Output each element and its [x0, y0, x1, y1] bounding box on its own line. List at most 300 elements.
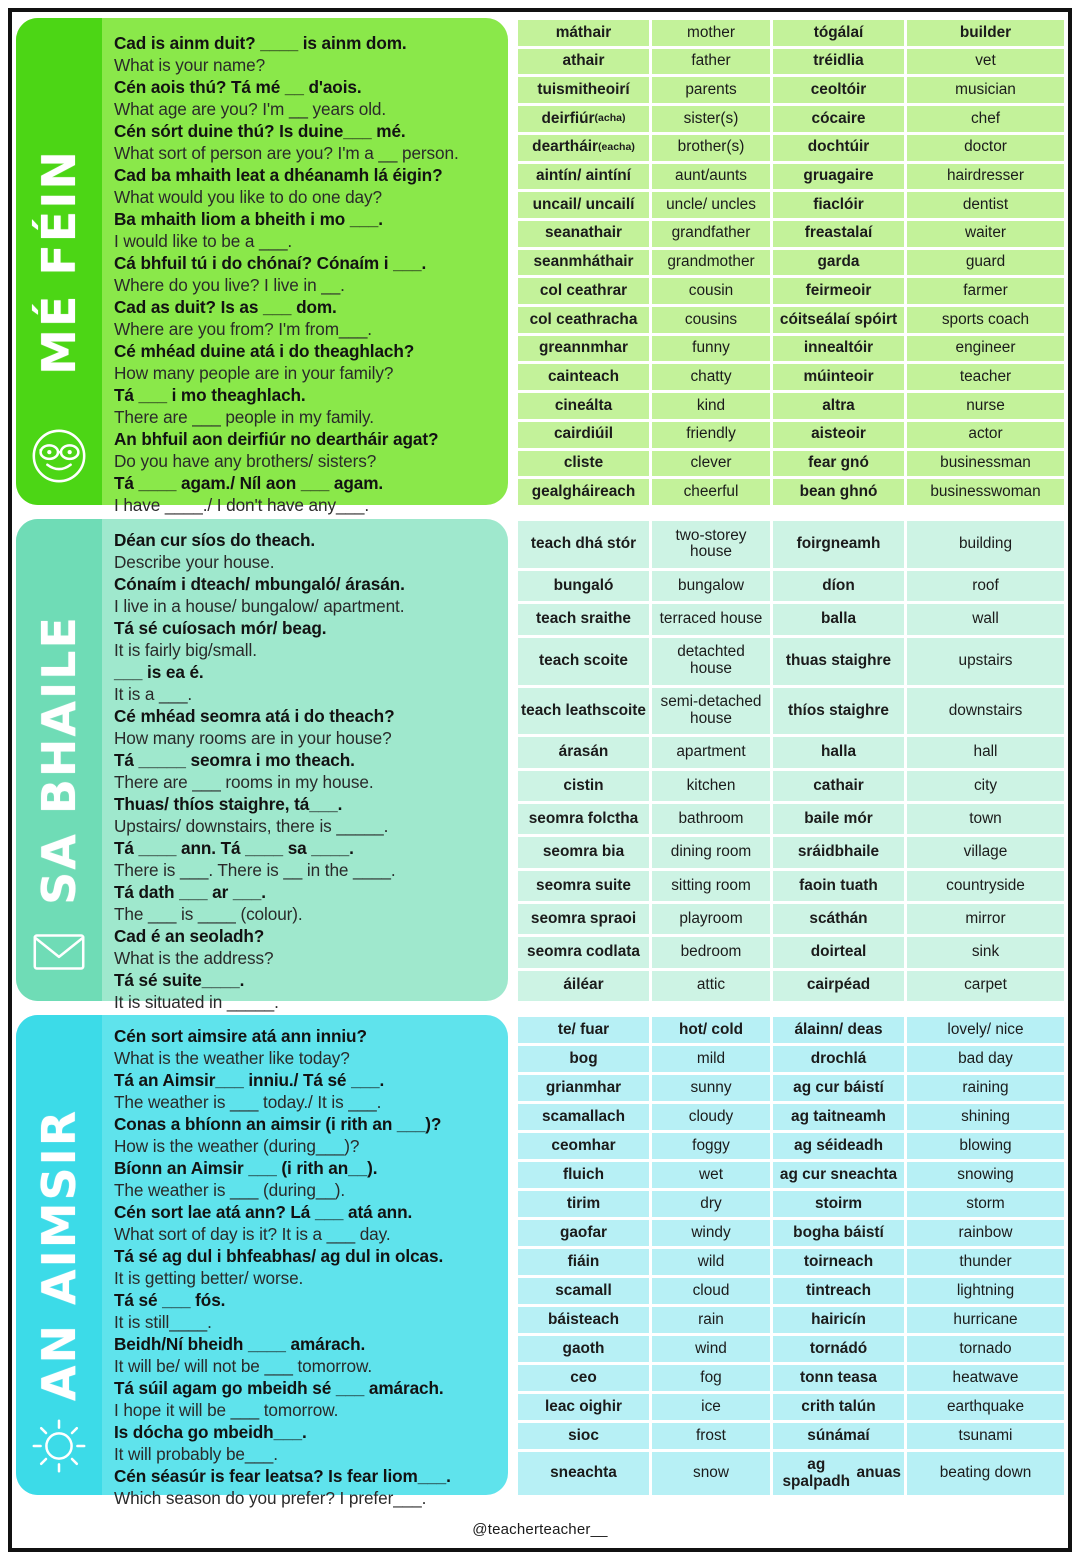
vocab-table [518, 1015, 1064, 1495]
vocab-irish-term: col ceathracha [518, 307, 649, 333]
phrase-english: Upstairs/ downstairs, there is _____. [114, 816, 389, 837]
vocab-irish-term: aisteoir [773, 422, 904, 448]
vocab-english-term: foggy [652, 1133, 770, 1159]
sun-icon [28, 1415, 90, 1477]
phrase-irish: Cén sort lae atá ann? Lá ___ atá ann. [114, 1202, 413, 1223]
vocab-english-term: father [652, 49, 770, 75]
vocab-english-term: mother [652, 20, 770, 46]
vocab-irish-term: seomra suite [518, 871, 649, 901]
vocab-irish-term: ceo [518, 1365, 649, 1391]
vocab-english-term: earthquake [907, 1394, 1064, 1420]
vocab-english-term: raining [907, 1075, 1064, 1101]
vocab-english-term: mirror [907, 904, 1064, 934]
vocab-english-term: guard [907, 250, 1064, 276]
vocab-english-term: ice [652, 1394, 770, 1420]
vocab-irish-term: athair [518, 49, 649, 75]
vocab-english-term: attic [652, 971, 770, 1001]
phrase-english: There are ___ rooms in my house. [114, 772, 374, 793]
vocab-english-term: dry [652, 1191, 770, 1217]
vocab-irish-term: tirim [518, 1191, 649, 1217]
vocab-english-term: bedroom [652, 937, 770, 967]
vocab-irish-term: freastalaí [773, 221, 904, 247]
phrase-english: The weather is ___ (during__). [114, 1180, 346, 1201]
vocab-english-term: carpet [907, 971, 1064, 1001]
vocab-english-term: chef [907, 106, 1064, 132]
vocab-english-term: two-storey house [652, 521, 770, 568]
vocab-english-term: parents [652, 77, 770, 103]
vocab-row [518, 1278, 1064, 1304]
phrase-english: Do you have any brothers/ sisters? [114, 451, 377, 472]
phrase-english: I hope it will be ___ tomorrow. [114, 1400, 339, 1421]
phrase-irish: Cad is ainm duit? ____ is ainm dom. [114, 33, 407, 53]
phrase-english: It is still____. [114, 1312, 212, 1333]
vocab-irish-term: crith talún [773, 1394, 904, 1420]
vocab-irish-term: sneachta [518, 1452, 649, 1495]
vocab-irish-term: hairicín [773, 1307, 904, 1333]
vocab-irish-term: deartháir (eacha) [518, 135, 649, 161]
vocab-irish-term: tógálaí [773, 20, 904, 46]
phrase-panel [16, 18, 508, 516]
section-sa-bhaile [16, 519, 1064, 1013]
vocab-row [518, 804, 1064, 834]
phrase-irish: An bhfuil aon deirfiúr no deartháir agat? [114, 429, 439, 450]
vocab-row [518, 1046, 1064, 1072]
vocab-row [518, 364, 1064, 390]
vocab-irish-term: gaoth [518, 1336, 649, 1362]
phrase-irish: Tá ____ agam./ Níl aon ___ agam. [114, 473, 384, 494]
vocab-irish-term: múinteoir [773, 364, 904, 390]
vocab-english-term: sink [907, 937, 1064, 967]
vocab-english-term: snowing [907, 1162, 1064, 1188]
vocab-irish-term: scáthán [773, 904, 904, 934]
vocab-english-term: hot/ cold [652, 1017, 770, 1043]
vocab-english-term: actor [907, 422, 1064, 448]
vocab-english-term: downstairs [907, 688, 1064, 735]
vocab-english-term: tornado [907, 1336, 1064, 1362]
phrase-irish: Cá bhfuil tú i do chónaí? Cónaím i ___. [114, 253, 427, 274]
vocab-irish-term: seomra bia [518, 837, 649, 867]
vocab-irish-term: teach dhá stór [518, 521, 649, 568]
vocab-row [518, 49, 1064, 75]
vocab-row [518, 638, 1064, 685]
vocab-row [518, 1452, 1064, 1495]
vocab-irish-term: innealtóir [773, 336, 904, 362]
phrase-english: What is the weather like today? [114, 1048, 350, 1069]
vocab-row [518, 278, 1064, 304]
phrase-irish: Tá an Aimsir___ inniu./ Tá sé ___. [114, 1070, 385, 1091]
vocab-irish-term: dochtúir [773, 135, 904, 161]
vocab-english-term: cousin [652, 278, 770, 304]
vocab-row [518, 1162, 1064, 1188]
phrase-irish: Tá súil agam go mbeidh sé ___ amárach. [114, 1378, 444, 1399]
vocab-english-term: frost [652, 1423, 770, 1449]
envelope-icon [28, 921, 90, 983]
vocab-irish-term: gruagaire [773, 164, 904, 190]
vocab-irish-term: halla [773, 737, 904, 767]
smiley-glasses-icon [28, 425, 90, 487]
phrase-english: There is ___. There is __ in the ____. [114, 860, 396, 881]
vocab-irish-term: ag séideadh [773, 1133, 904, 1159]
vocab-english-term: grandmother [652, 250, 770, 276]
vocab-english-term: lightning [907, 1278, 1064, 1304]
vocab-irish-term: fear gnó [773, 451, 904, 477]
vocab-irish-term: díon [773, 571, 904, 601]
vocab-row [518, 1075, 1064, 1101]
phrase-english: Where do you live? I live in __. [114, 275, 345, 296]
vocab-irish-term: greannmhar [518, 336, 649, 362]
phrase-irish: Tá ___ i mo theaghlach. [114, 385, 306, 406]
vocab-english-term: bungalow [652, 571, 770, 601]
vocab-english-term: wall [907, 604, 1064, 634]
vocab-row [518, 937, 1064, 967]
phrase-english: What is the address? [114, 948, 274, 969]
phrase-english: There are ___ people in my family. [114, 407, 374, 428]
vocab-irish-term: seomra folctha [518, 804, 649, 834]
vocab-row [518, 479, 1064, 505]
phrase-english: It is fairly big/small. [114, 640, 257, 661]
vocab-irish-term: seomra spraoi [518, 904, 649, 934]
vocab-irish-term: teach leathscoite [518, 688, 649, 735]
phrase-irish: Tá _____ seomra i mo theach. [114, 750, 355, 771]
vocab-row [518, 135, 1064, 161]
vocab-english-term: friendly [652, 422, 770, 448]
phrase-irish: Conas a bhíonn an aimsir (i rith an ___)? [114, 1114, 442, 1135]
vocab-english-term: bad day [907, 1046, 1064, 1072]
phrase-irish: Déan cur síos do theach. [114, 530, 316, 550]
vocab-english-term: sports coach [907, 307, 1064, 333]
vocab-english-term: fog [652, 1365, 770, 1391]
vocab-row [518, 1191, 1064, 1217]
phrase-english: Where are you from? I'm from___. [114, 319, 372, 340]
phrase-english: What age are you? I'm __ years old. [114, 99, 387, 120]
phrase-english: It will be/ will not be ___ tomorrow. [114, 1356, 373, 1377]
vocab-row [518, 1365, 1064, 1391]
vocab-row [518, 571, 1064, 601]
section-me-fein [16, 18, 1064, 516]
vocab-irish-term: fiaclóir [773, 192, 904, 218]
phrase-english: It will probably be___. [114, 1444, 278, 1465]
phrase-irish: Tá dath ___ ar ___. [114, 882, 266, 903]
vocab-irish-term: ag spalpadh anuas [773, 1452, 904, 1495]
vocab-english-term: town [907, 804, 1064, 834]
phrase-english: The weather is ___ today./ It is ___. [114, 1092, 382, 1113]
vocab-english-term: chatty [652, 364, 770, 390]
vocab-english-term: sister(s) [652, 106, 770, 132]
vocab-row [518, 1307, 1064, 1333]
vocab-english-term: semi-detached house [652, 688, 770, 735]
vocab-irish-term: altra [773, 393, 904, 419]
vocab-irish-term: toirneach [773, 1249, 904, 1275]
vocab-irish-term: baile mór [773, 804, 904, 834]
phrase-irish: Is dócha go mbeidh___. [114, 1422, 307, 1443]
phrase-irish: Cé mhéad duine atá i do theaghlach? [114, 341, 415, 362]
vocab-irish-term: tuismitheoirí [518, 77, 649, 103]
vocab-english-term: kitchen [652, 771, 770, 801]
vocab-row [518, 1017, 1064, 1043]
vocab-irish-term: teach sraithe [518, 604, 649, 634]
phrase-english: How many people are in your family? [114, 363, 394, 384]
vocab-english-term: terraced house [652, 604, 770, 634]
vocab-irish-term: cócaire [773, 106, 904, 132]
vocab-english-term: tsunami [907, 1423, 1064, 1449]
vocab-english-term: clever [652, 451, 770, 477]
vocab-row [518, 106, 1064, 132]
vocab-table [518, 18, 1064, 505]
phrase-irish: Cad ba mhaith leat a dhéanamh lá éigin? [114, 165, 443, 186]
vocab-irish-term: ag cur sneachta [773, 1162, 904, 1188]
vocab-irish-term: leac oighir [518, 1394, 649, 1420]
phrase-irish: Beidh/Ní bheidh ____ amárach. [114, 1334, 366, 1355]
vocab-english-term: shining [907, 1104, 1064, 1130]
vocab-irish-term: grianmhar [518, 1075, 649, 1101]
phrase-irish: Ba mhaith liom a bheith i mo ___. [114, 209, 383, 230]
vocab-english-term: dining room [652, 837, 770, 867]
phrase-irish: Cén aois thú? Tá mé __ d'aois. [114, 77, 362, 98]
vocab-english-term: cheerful [652, 479, 770, 505]
vocab-irish-term: cliste [518, 451, 649, 477]
phrase-list [102, 519, 508, 1013]
vocab-irish-term: cathair [773, 771, 904, 801]
vocab-english-term: wet [652, 1162, 770, 1188]
vocab-irish-term: bog [518, 1046, 649, 1072]
vocab-row [518, 1249, 1064, 1275]
vocab-english-term: building [907, 521, 1064, 568]
vocab-english-term: village [907, 837, 1064, 867]
vocab-irish-term: ag taitneamh [773, 1104, 904, 1130]
vocab-english-term: engineer [907, 336, 1064, 362]
vocab-irish-term: tintreach [773, 1278, 904, 1304]
vocab-irish-term: bean ghnó [773, 479, 904, 505]
vocab-irish-term: ceoltóir [773, 77, 904, 103]
vocab-row [518, 971, 1064, 1001]
vocab-english-term: heatwave [907, 1365, 1064, 1391]
vocab-row [518, 737, 1064, 767]
vocab-english-term: mild [652, 1046, 770, 1072]
vocab-irish-term: cóitseálaí spóirt [773, 307, 904, 333]
vocab-english-term: businessman [907, 451, 1064, 477]
vocab-row [518, 871, 1064, 901]
vocab-english-term: kind [652, 393, 770, 419]
vocab-english-term: musician [907, 77, 1064, 103]
vocab-english-term: sitting room [652, 871, 770, 901]
vocab-row [518, 422, 1064, 448]
vocab-english-term: uncle/ uncles [652, 192, 770, 218]
vocab-english-term: cousins [652, 307, 770, 333]
vocab-irish-term: teach scoite [518, 638, 649, 685]
phrase-irish: Thuas/ thíos staighre, tá___. [114, 794, 343, 815]
vocab-english-term: cloud [652, 1278, 770, 1304]
vocab-irish-term: doirteal [773, 937, 904, 967]
vocab-english-term: farmer [907, 278, 1064, 304]
vocab-irish-term: tornádó [773, 1336, 904, 1362]
vocab-row [518, 250, 1064, 276]
vocab-english-term: hurricane [907, 1307, 1064, 1333]
phrase-irish: Cónaím i dteach/ mbungaló/ árasán. [114, 574, 405, 595]
vocab-row [518, 192, 1064, 218]
vocab-table [518, 519, 1064, 1001]
vocab-irish-term: thíos staighre [773, 688, 904, 735]
vocab-row [518, 521, 1064, 568]
vocab-irish-term: thuas staighre [773, 638, 904, 685]
phrase-english: The ___ is ____ (colour). [114, 904, 303, 925]
vocab-english-term: funny [652, 336, 770, 362]
vocab-english-term: thunder [907, 1249, 1064, 1275]
vocab-row [518, 1394, 1064, 1420]
vocab-english-term: sunny [652, 1075, 770, 1101]
vocab-english-term: grandfather [652, 221, 770, 247]
section-title: MÉ FÉIN [32, 148, 86, 375]
phrase-english: What is your name? [114, 55, 266, 76]
phrase-english: How is the weather (during___)? [114, 1136, 360, 1157]
vocab-row [518, 221, 1064, 247]
phrase-irish: Tá sé cuíosach mór/ beag. [114, 618, 327, 639]
vocab-english-term: rain [652, 1307, 770, 1333]
phrase-english: What sort of person are you? I'm a __ person. [114, 143, 459, 164]
phrase-english: I live in a house/ bungalow/ apartment. [114, 596, 405, 617]
vocab-row [518, 393, 1064, 419]
vocab-irish-term: fiáin [518, 1249, 649, 1275]
phrase-english: What sort of day is it? It is a ___ day. [114, 1224, 391, 1245]
vocab-english-term: hairdresser [907, 164, 1064, 190]
vocab-irish-term: stoirm [773, 1191, 904, 1217]
vocab-english-term: waiter [907, 221, 1064, 247]
vocab-irish-term: tréidlia [773, 49, 904, 75]
vocab-english-term: city [907, 771, 1064, 801]
vocab-irish-term: cainteach [518, 364, 649, 390]
vocab-english-term: cloudy [652, 1104, 770, 1130]
phrase-irish: Cad é an seoladh? [114, 926, 265, 947]
vocab-irish-term: aintín/ aintíní [518, 164, 649, 190]
phrase-list [102, 1015, 508, 1509]
vocab-english-term: beating down [907, 1452, 1064, 1495]
vocab-english-term: dentist [907, 192, 1064, 218]
phrase-english: It is a ___. [114, 684, 193, 705]
vocab-english-term: detachted house [652, 638, 770, 685]
phrase-english: It is situated in _____. [114, 992, 279, 1013]
vocab-irish-term: ceomhar [518, 1133, 649, 1159]
vocab-irish-term: fluich [518, 1162, 649, 1188]
vocab-row [518, 1133, 1064, 1159]
vocab-english-term: aunt/aunts [652, 164, 770, 190]
phrase-english: Which season do you prefer? I prefer___. [114, 1488, 427, 1509]
vocab-english-term: storm [907, 1191, 1064, 1217]
vocab-row [518, 307, 1064, 333]
vocab-english-term: businesswoman [907, 479, 1064, 505]
vocab-irish-term: deirfiúr (acha) [518, 106, 649, 132]
vocab-irish-term: drochlá [773, 1046, 904, 1072]
vocab-english-term: apartment [652, 737, 770, 767]
vocab-irish-term: seomra codlata [518, 937, 649, 967]
vocab-row [518, 688, 1064, 735]
vocab-row [518, 20, 1064, 46]
phrase-english: I have ____./ I don't have any___. [114, 495, 370, 516]
vocab-english-term: wild [652, 1249, 770, 1275]
phrase-panel [16, 519, 508, 1013]
vocab-irish-term: scamall [518, 1278, 649, 1304]
phrase-irish: Cén séasúr is fear leatsa? Is fear liom___. [114, 1466, 451, 1487]
section-title: SA BHAILE [32, 615, 86, 905]
vocab-irish-term: báisteach [518, 1307, 649, 1333]
phrase-irish: Cad as duit? Is as ___ dom. [114, 297, 337, 318]
vocab-irish-term: áiléar [518, 971, 649, 1001]
section-title: AN AIMSIR [32, 1108, 86, 1402]
vocab-irish-term: uncail/ uncailí [518, 192, 649, 218]
phrase-irish: Tá sé suite____. [114, 970, 245, 991]
vocab-english-term: builder [907, 20, 1064, 46]
vocab-irish-term: feirmeoir [773, 278, 904, 304]
vocab-irish-term: cairdiúil [518, 422, 649, 448]
vocab-english-term: doctor [907, 135, 1064, 161]
vocab-english-term: blowing [907, 1133, 1064, 1159]
phrase-english: Describe your house. [114, 552, 275, 573]
phrase-english: It is getting better/ worse. [114, 1268, 304, 1289]
vocab-english-term: windy [652, 1220, 770, 1246]
vocab-english-term: rainbow [907, 1220, 1064, 1246]
phrase-list [102, 18, 508, 516]
vocab-row [518, 837, 1064, 867]
phrase-irish: Tá ____ ann. Tá ____ sa ____. [114, 838, 354, 859]
vocab-row [518, 77, 1064, 103]
vocab-row [518, 1423, 1064, 1449]
section-tab-an-aimsir[interactable] [16, 1015, 102, 1495]
phrase-irish: ___ is ea é. [114, 662, 204, 683]
phrase-irish: Cé mhéad seomra atá i do theach? [114, 706, 395, 727]
vocab-irish-term: ag cur báistí [773, 1075, 904, 1101]
vocab-english-term: teacher [907, 364, 1064, 390]
vocab-irish-term: scamallach [518, 1104, 649, 1130]
vocab-row [518, 451, 1064, 477]
vocab-irish-term: balla [773, 604, 904, 634]
vocab-english-term: lovely/ nice [907, 1017, 1064, 1043]
section-tab-me-fein[interactable] [16, 18, 102, 505]
vocab-english-term: wind [652, 1336, 770, 1362]
vocab-irish-term: sioc [518, 1423, 649, 1449]
vocab-irish-term: faoin tuath [773, 871, 904, 901]
phrase-panel [16, 1015, 508, 1509]
phrase-irish: Cén sort aimsire atá ann inniu? [114, 1026, 367, 1046]
vocab-english-term: brother(s) [652, 135, 770, 161]
vocab-irish-term: garda [773, 250, 904, 276]
phrase-english: I would like to be a ___. [114, 231, 293, 252]
vocab-irish-term: cairpéad [773, 971, 904, 1001]
vocab-english-term: bathroom [652, 804, 770, 834]
vocab-english-term: snow [652, 1452, 770, 1495]
phrase-english: What would you like to do one day? [114, 187, 382, 208]
phrase-irish: Tá sé ag dul i bhfeabhas/ ag dul in olcas. [114, 1246, 444, 1267]
phrase-irish: Tá sé ___ fós. [114, 1290, 226, 1311]
vocab-irish-term: súnámaí [773, 1423, 904, 1449]
vocab-irish-term: bogha báistí [773, 1220, 904, 1246]
vocab-english-term: countryside [907, 871, 1064, 901]
vocab-row [518, 604, 1064, 634]
vocab-irish-term: gealgháireach [518, 479, 649, 505]
vocab-irish-term: árasán [518, 737, 649, 767]
vocab-irish-term: sráidbhaile [773, 837, 904, 867]
vocab-irish-term: máthair [518, 20, 649, 46]
vocab-irish-term: bungaló [518, 571, 649, 601]
vocab-irish-term: seanathair [518, 221, 649, 247]
vocab-english-term: upstairs [907, 638, 1064, 685]
vocab-row [518, 1104, 1064, 1130]
vocab-row [518, 771, 1064, 801]
vocab-english-term: nurse [907, 393, 1064, 419]
footer-handle: @teacherteacher__ [472, 1521, 608, 1538]
section-tab-sa-bhaile[interactable] [16, 519, 102, 1001]
phrase-irish: Cén sórt duine thú? Is duine___ mé. [114, 121, 406, 142]
vocab-irish-term: álainn/ deas [773, 1017, 904, 1043]
section-an-aimsir [16, 1015, 1064, 1509]
phrase-english: How many rooms are in your house? [114, 728, 392, 749]
